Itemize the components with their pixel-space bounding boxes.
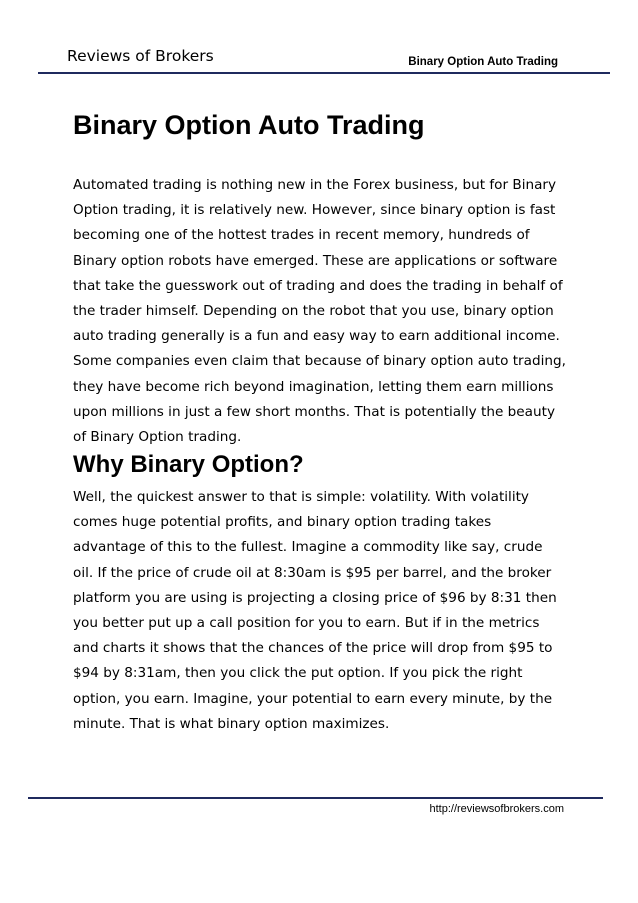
paragraph-line: Well, the quickest answer to that is simple: volatility. With volatility <box>73 489 529 505</box>
paragraph-line: comes huge potential profits, and binary option trading takes <box>73 514 492 531</box>
paragraph-line: option, you earn. Imagine, your potential to earn every minute, by the <box>73 690 553 707</box>
paragraph-line: Some companies even claim that because of binary option auto trading, <box>73 353 566 370</box>
footer-divider <box>28 797 603 799</box>
paragraph-line: $94 by 8:31am, then you click the put option. If you pick the right <box>73 665 523 682</box>
header-divider <box>38 72 610 74</box>
paragraph-line: oil. If the price of crude oil at 8:30am is $95 per barrel, and the broker <box>73 564 552 581</box>
paragraph-line: Option trading, it is relatively new. However, since binary option is fast <box>73 202 556 219</box>
paragraph-line: platform you are using is projecting a closing price of $96 by 8:31 then <box>73 589 557 606</box>
paragraph-line: of Binary Option trading. <box>73 429 242 446</box>
section-heading: Why Binary Option? <box>73 451 304 478</box>
paragraph-line: advantage of this to the fullest. Imagine a commodity like say, crude <box>73 539 543 556</box>
paragraph-line: and charts it shows that the chances of the price will drop from $95 to <box>73 640 553 657</box>
paragraph-line: auto trading generally is a fun and easy way to earn additional income. <box>73 328 560 345</box>
page-title: Binary Option Auto Trading <box>73 110 425 140</box>
why-binary-paragraph <box>73 485 573 737</box>
header-doc-title: Binary Option Auto Trading <box>408 56 558 68</box>
paragraph-line: minute. That is what binary option maximizes. <box>73 715 390 732</box>
footer-url-link[interactable]: http://reviewsofbrokers.com <box>429 803 564 815</box>
paragraph-line: they have become rich beyond imagination, letting them earn millions <box>73 378 554 395</box>
paragraph-line: you better put up a call position for you to earn. But if in the metrics <box>73 615 540 632</box>
paragraph-line: that take the guesswork out of trading and does the trading in behalf of <box>73 277 563 294</box>
paragraph-line: upon millions in just a few short months. That is potentially the beauty <box>73 403 555 420</box>
paragraph-line: Binary option robots have emerged. These are applications or software <box>73 252 558 269</box>
paragraph-line: the trader himself. Depending on the robot that you use, binary option <box>73 303 554 320</box>
paragraph-line: Automated trading is nothing new in the Forex business, but for Binary <box>73 177 557 193</box>
header-site-name: Reviews of Brokers <box>67 47 214 65</box>
paragraph-line: becoming one of the hottest trades in recent memory, hundreds of <box>73 227 530 244</box>
intro-paragraph <box>73 173 573 450</box>
